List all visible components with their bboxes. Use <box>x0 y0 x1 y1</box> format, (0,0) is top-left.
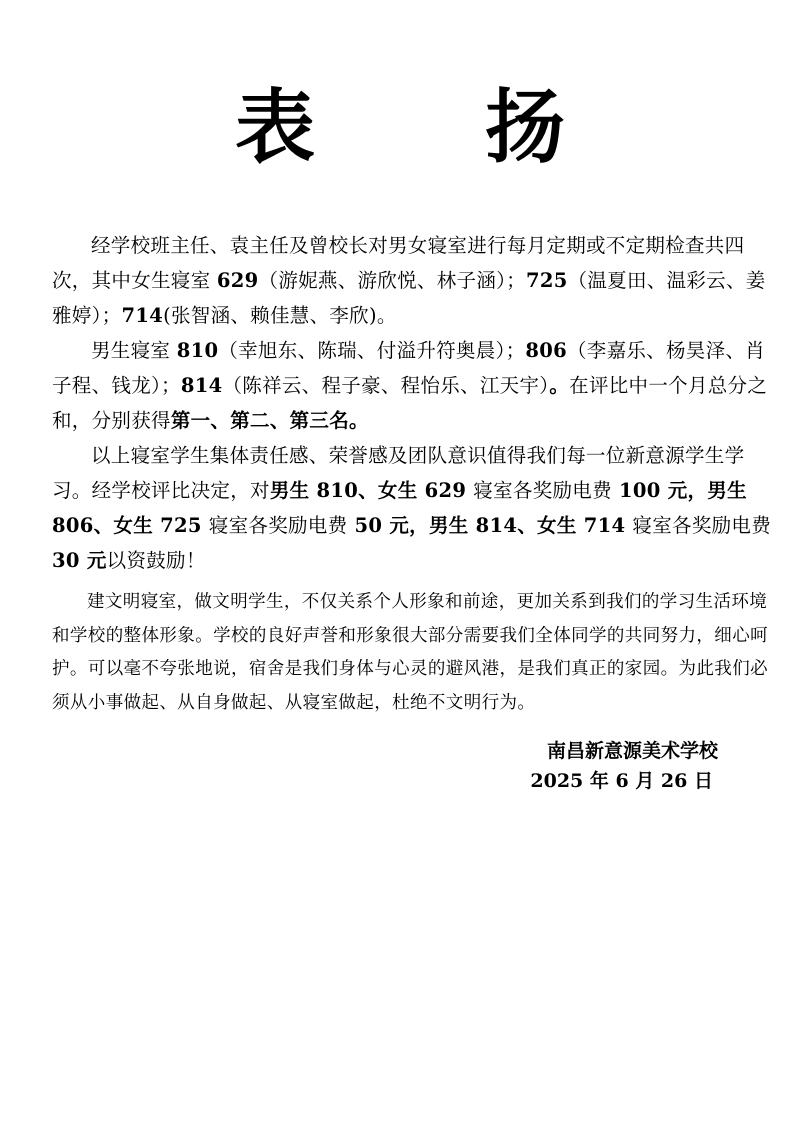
text-run: 寝室各奖励电费 <box>632 514 772 537</box>
title-char-right: 扬 <box>485 81 565 174</box>
dorm-number: 725 <box>525 269 568 292</box>
text-run: （游妮燕、游欣悦、林子涵）； <box>258 269 526 292</box>
paragraph-boys-dorms <box>52 333 772 438</box>
text-run-bold: 。 <box>549 374 570 397</box>
dorm-number: 810 <box>176 339 219 362</box>
text-run: （幸旭东、陈瑞、付溢升符奥晨）； <box>218 339 526 362</box>
text-run: （李嘉乐、杨昊泽、肖子程、钱龙）； <box>52 339 765 397</box>
dorm-number: 629 <box>216 269 259 292</box>
text-run-bold: ， <box>409 514 429 537</box>
text-run: 男生寝室 <box>91 339 177 362</box>
title-char-left: 表 <box>235 81 315 174</box>
award-amount: 30 元 <box>52 549 107 572</box>
ranking-text: 第一、第二、第三名。 <box>170 409 369 432</box>
text-run: （陈祥云、程子豪、程怡乐、江天宇） <box>222 374 550 397</box>
award-dorms: 男生 810、女生 629 <box>269 479 474 502</box>
slogan-paragraph: 建文明寝室，做文明学生，不仅关系个人形象和前途，更加关系到我们的学习生活环境和学校的整体形象。学校的良好声誉和形象很大部分需要我们全体同学的共同努力，细心呵护。可以毫不夸张地说，宿舍是我们身体与心灵的避风港，是我们真正的家园。为此我们必须从小事做起、从自身做起、从寝室做起，杜绝不文明行为。 <box>52 592 768 713</box>
text-run: 经学校班主任、袁主任及曾校长对男女寝室进行每月定期或不定期检查共四次，其中女生寝室 <box>52 234 745 292</box>
document-title <box>0 78 800 178</box>
text-run: 寝室各奖励电费 <box>208 514 348 537</box>
civility-slogan <box>52 586 772 720</box>
notice-body <box>52 228 772 578</box>
signature-organization: 南昌新意源美术学校 <box>546 740 718 762</box>
paragraph-awards <box>52 438 772 578</box>
award-dorms: 男生 814、女生 714 <box>428 514 633 537</box>
text-run: （温夏田、温彩云、姜雅婷）； <box>52 269 766 327</box>
text-run: 以资鼓励！ <box>106 549 206 572</box>
text-run: 在评比中一个月总分之和，分别获得 <box>52 374 768 432</box>
paragraph-girls-dorms <box>52 228 772 333</box>
signature-date: 2025 年 6 月 26 日 <box>530 770 713 792</box>
dorm-number: 714 <box>121 304 164 327</box>
text-run: (张智涵、赖佳慧、李欣)。 <box>163 304 397 327</box>
text-run: 寝室各奖励电费 <box>473 479 612 502</box>
dorm-number: 814 <box>180 374 223 397</box>
text-run: 以上寝室学生集体责任感、荣誉感及团队意识值得我们每一位新意源学生学习。经学校评比决定，对 <box>52 444 745 502</box>
award-amount: 50 元 <box>347 514 410 537</box>
award-amount: 100 元，男生 806、女生 725 <box>52 479 747 537</box>
dorm-number: 806 <box>525 339 567 362</box>
